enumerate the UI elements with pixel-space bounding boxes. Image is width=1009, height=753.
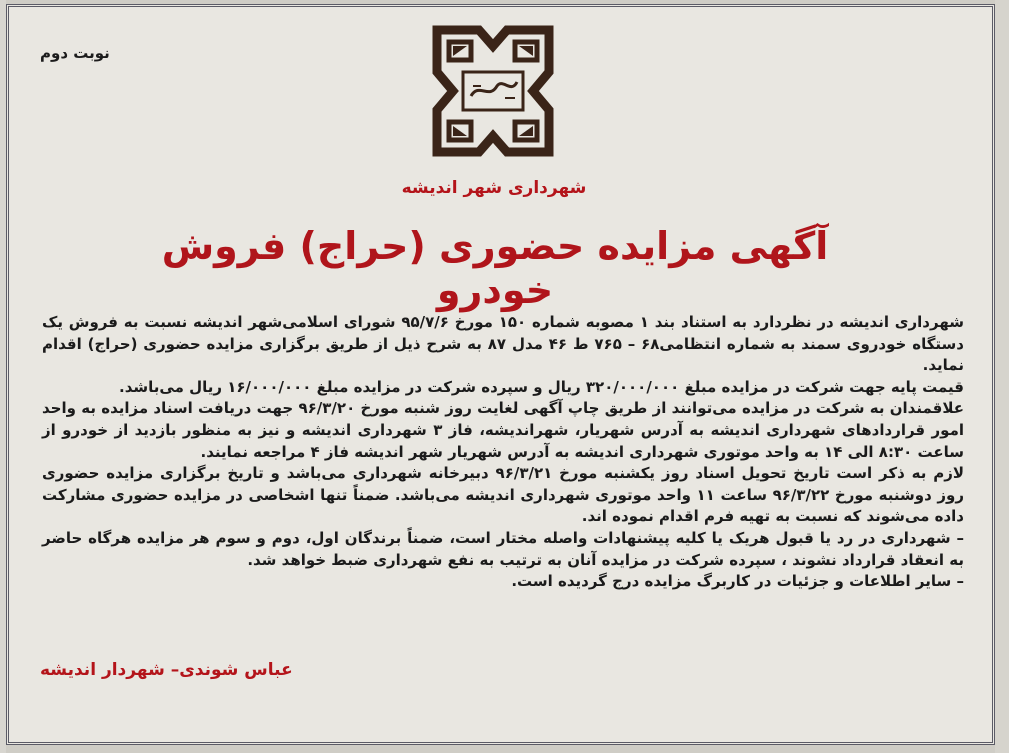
body-paragraph: – سایر اطلاعات و جزئیات در کاربرگ مزایده درج گردیده است.: [511, 572, 964, 591]
municipality-logo-icon: [419, 16, 567, 166]
announcement-body: [42, 312, 964, 593]
body-paragraph: – شهرداری در رد یا قبول هریک یا کلیه پیشنهادات واصله مختار است، ضمناً برندگان اول، دوم و سوم هر مزایده هرگاه حاضر به انعقاد قرارداد نشوند ، سپرده شرکت در مزایده آنان به ترتیب به نفع شهرداری ضبط خواهد شد.: [42, 528, 964, 569]
body-paragraph: لازم به ذکر است تاریخ تحویل اسناد روز یکشنبه مورخ ۹۶/۳/۲۱ دبیرخانه شهرداری می‌باشد و تاریخ برگزاری مزایده حضوری روز دوشنبه مورخ ۹۶/۳/۲۲ ساعت ۱۱ واحد موتوری شهرداری اندیشه می‌باشد. ضمناً تنها اشخاصی در مزایده حضوری مشارکت داده می‌شوند که نسبت به تهیه فرم اقدام نموده اند.: [42, 464, 964, 526]
body-paragraph: قیمت پایه جهت شرکت در مزایده مبلغ ۳۲۰/۰۰۰/۰۰۰ ریال و سپرده شرکت در مزایده مبلغ ۱۶/۰۰۰/۰۰۰ ریال می‌باشد.: [119, 377, 964, 396]
org-name: شهرداری شهر اندیشه: [401, 178, 587, 198]
page-title: آگهی مزایده حضوری (حراج) فروش خودرو: [161, 224, 829, 312]
scan-edge-right: [995, 0, 1009, 753]
body-paragraph: شهرداری اندیشه در نظردارد به استناد بند ۱ مصوبه شماره ۱۵۰ مورخ ۹۵/۷/۶ شورای اسلامی‌شهر اندیشه نسبت به فروش یک دستگاه خودروی سمند به شماره انتظامی۶۸ – ۷۶۵ ط ۴۶ مدل ۸۷ به شرح ذیل از طریق برگزاری مزایده حضوری (حراج) اقدام نماید.: [42, 313, 964, 375]
signature: عباس شوندی– شهردار اندیشه: [40, 660, 293, 680]
body-paragraph: علاقمندان به شرکت در مزایده می‌توانند از طریق چاپ آگهی لغایت روز شنبه مورخ ۹۶/۳/۲۰ جهت دریافت اسناد مزایده به واحد امور قراردادهای شهرداری اندیشه به آدرس شهریار، شهراندیشه، فاز ۳ شهرداری اندیشه و نیز به منظور بازدید از خودرو از ساعت ۸:۳۰ الی ۱۴ به واحد موتوری شهرداری اندیشه به آدرس شهریار شهر اندیشه فاز ۴ مراجعه نمایند.: [42, 399, 964, 461]
round-label: نوبت دوم: [40, 44, 110, 62]
